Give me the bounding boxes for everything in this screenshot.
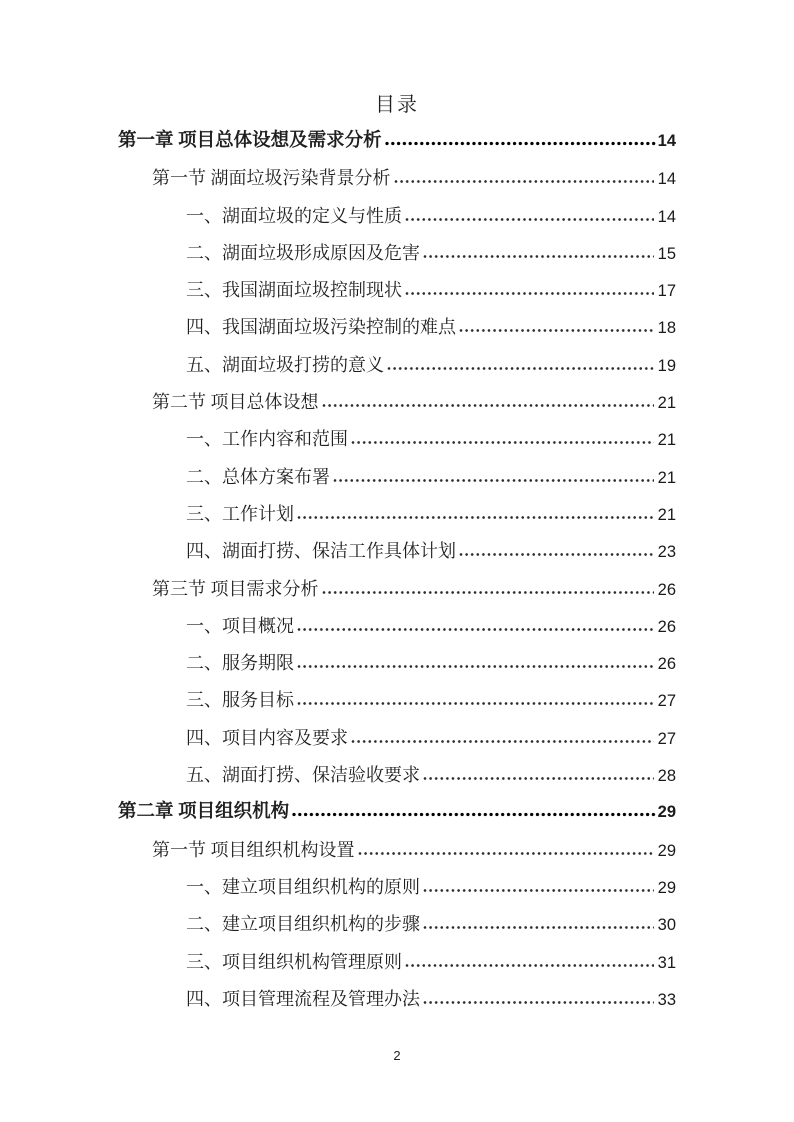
toc-entry-page: 14	[657, 132, 676, 150]
toc-entry[interactable]	[118, 272, 676, 309]
footer-page-number: 2	[393, 1048, 401, 1063]
toc-entry-label: 二、服务期限	[186, 653, 294, 674]
dotted-leader	[351, 739, 654, 744]
toc-entry-label: 第三节 项目需求分析	[152, 578, 319, 599]
dotted-leader	[394, 179, 654, 184]
toc-entry-label: 一、湖面垃圾的定义与性质	[186, 205, 402, 226]
toc-entry-label: 四、湖面打捞、保洁工作具体计划	[186, 541, 456, 562]
toc-entry-label: 一、建立项目组织机构的原则	[186, 876, 420, 897]
dotted-leader	[322, 403, 654, 408]
toc-entry[interactable]	[118, 869, 676, 906]
dotted-leader	[385, 141, 656, 146]
toc-entry-page: 26	[657, 580, 676, 599]
dotted-leader	[297, 664, 654, 669]
toc-entry[interactable]	[118, 309, 676, 346]
toc-entry-label: 三、工作计划	[186, 503, 294, 524]
toc-entry-page: 19	[657, 356, 676, 375]
toc-entry[interactable]	[118, 645, 676, 682]
dotted-leader	[322, 590, 654, 595]
toc-entry-page: 29	[657, 878, 676, 897]
toc-entry-label: 二、建立项目组织机构的步骤	[186, 914, 420, 935]
dotted-leader	[423, 254, 654, 259]
toc-list	[118, 123, 676, 1018]
toc-entry-page: 14	[657, 207, 676, 226]
toc-entry-page: 21	[657, 505, 676, 524]
dotted-leader	[459, 328, 654, 333]
dotted-leader	[358, 851, 654, 856]
toc-entry[interactable]	[118, 496, 676, 533]
dotted-leader	[405, 217, 654, 222]
toc-entry-page: 26	[657, 655, 676, 674]
toc-entry[interactable]	[118, 608, 676, 645]
toc-entry-label: 一、项目概况	[186, 615, 294, 636]
toc-entry-label: 第二节 项目总体设想	[152, 392, 319, 413]
toc-entry-page: 27	[657, 729, 676, 748]
dotted-leader	[459, 552, 654, 557]
toc-entry[interactable]	[118, 384, 676, 421]
toc-entry-page: 29	[657, 803, 676, 822]
toc-entry[interactable]	[118, 832, 676, 869]
dotted-leader	[423, 925, 654, 930]
dotted-leader	[351, 440, 654, 445]
toc-entry-page: 14	[657, 170, 676, 189]
dotted-leader	[423, 776, 654, 781]
dotted-leader	[333, 478, 654, 483]
toc-entry-label: 五、湖面垃圾打捞的意义	[186, 354, 384, 375]
toc-entry-page: 21	[657, 468, 676, 487]
toc-entry-label: 四、我国湖面垃圾污染控制的难点	[186, 317, 456, 338]
toc-entry-label: 三、项目组织机构管理原则	[186, 951, 402, 972]
toc-entry[interactable]	[118, 123, 676, 160]
toc-entry[interactable]	[118, 944, 676, 981]
toc-entry-label: 第一章 项目总体设想及需求分析	[118, 131, 382, 151]
toc-entry-label: 二、总体方案布署	[186, 466, 330, 487]
toc-entry[interactable]	[118, 160, 676, 197]
toc-entry-label: 三、我国湖面垃圾控制现状	[186, 280, 402, 301]
toc-entry-page: 21	[657, 431, 676, 450]
toc-entry-page: 31	[657, 953, 676, 972]
toc-entry[interactable]	[118, 421, 676, 458]
toc-entry[interactable]	[118, 720, 676, 757]
toc-entry-label: 三、服务目标	[186, 690, 294, 711]
toc-entry-label: 第一节 项目组织机构设置	[152, 839, 355, 860]
dotted-leader	[292, 812, 656, 817]
toc-entry-label: 第一节 湖面垃圾污染背景分析	[152, 168, 391, 189]
toc-entry-page: 30	[657, 916, 676, 935]
toc-entry-page: 33	[657, 990, 676, 1009]
toc-entry-page: 23	[657, 543, 676, 562]
toc-entry-page: 28	[657, 767, 676, 786]
toc-entry-label: 第二章 项目组织机构	[118, 802, 290, 823]
toc-entry[interactable]	[118, 794, 676, 831]
toc-entry-page: 17	[657, 282, 676, 301]
toc-entry-label: 四、项目内容及要求	[186, 727, 348, 748]
toc-entry-page: 15	[657, 244, 676, 263]
toc-entry-page: 26	[657, 617, 676, 636]
dotted-leader	[297, 515, 654, 520]
dotted-leader	[387, 366, 654, 371]
dotted-leader	[297, 701, 654, 706]
toc-entry[interactable]	[118, 235, 676, 272]
dotted-leader	[297, 627, 654, 632]
toc-entry[interactable]	[118, 682, 676, 719]
toc-entry-label: 四、项目管理流程及管理办法	[186, 988, 420, 1009]
toc-entry-label: 五、湖面打捞、保洁验收要求	[186, 765, 420, 786]
toc-entry[interactable]	[118, 981, 676, 1018]
dotted-leader	[423, 888, 654, 893]
toc-entry[interactable]	[118, 198, 676, 235]
toc-entry-label: 一、工作内容和范围	[186, 429, 348, 450]
toc-entry-page: 21	[657, 394, 676, 413]
toc-entry[interactable]	[118, 459, 676, 496]
toc-entry[interactable]	[118, 533, 676, 570]
toc-entry[interactable]	[118, 757, 676, 794]
toc-entry-label: 二、湖面垃圾形成原因及危害	[186, 242, 420, 263]
toc-entry[interactable]	[118, 571, 676, 608]
toc-title: 目录	[375, 94, 419, 116]
dotted-leader	[405, 291, 654, 296]
toc-entry[interactable]	[118, 906, 676, 943]
toc-entry-page: 27	[657, 692, 676, 711]
toc-entry[interactable]	[118, 347, 676, 384]
toc-entry-page: 29	[657, 841, 676, 860]
toc-entry-page: 18	[657, 319, 676, 338]
dotted-leader	[423, 1000, 654, 1005]
dotted-leader	[405, 963, 654, 968]
